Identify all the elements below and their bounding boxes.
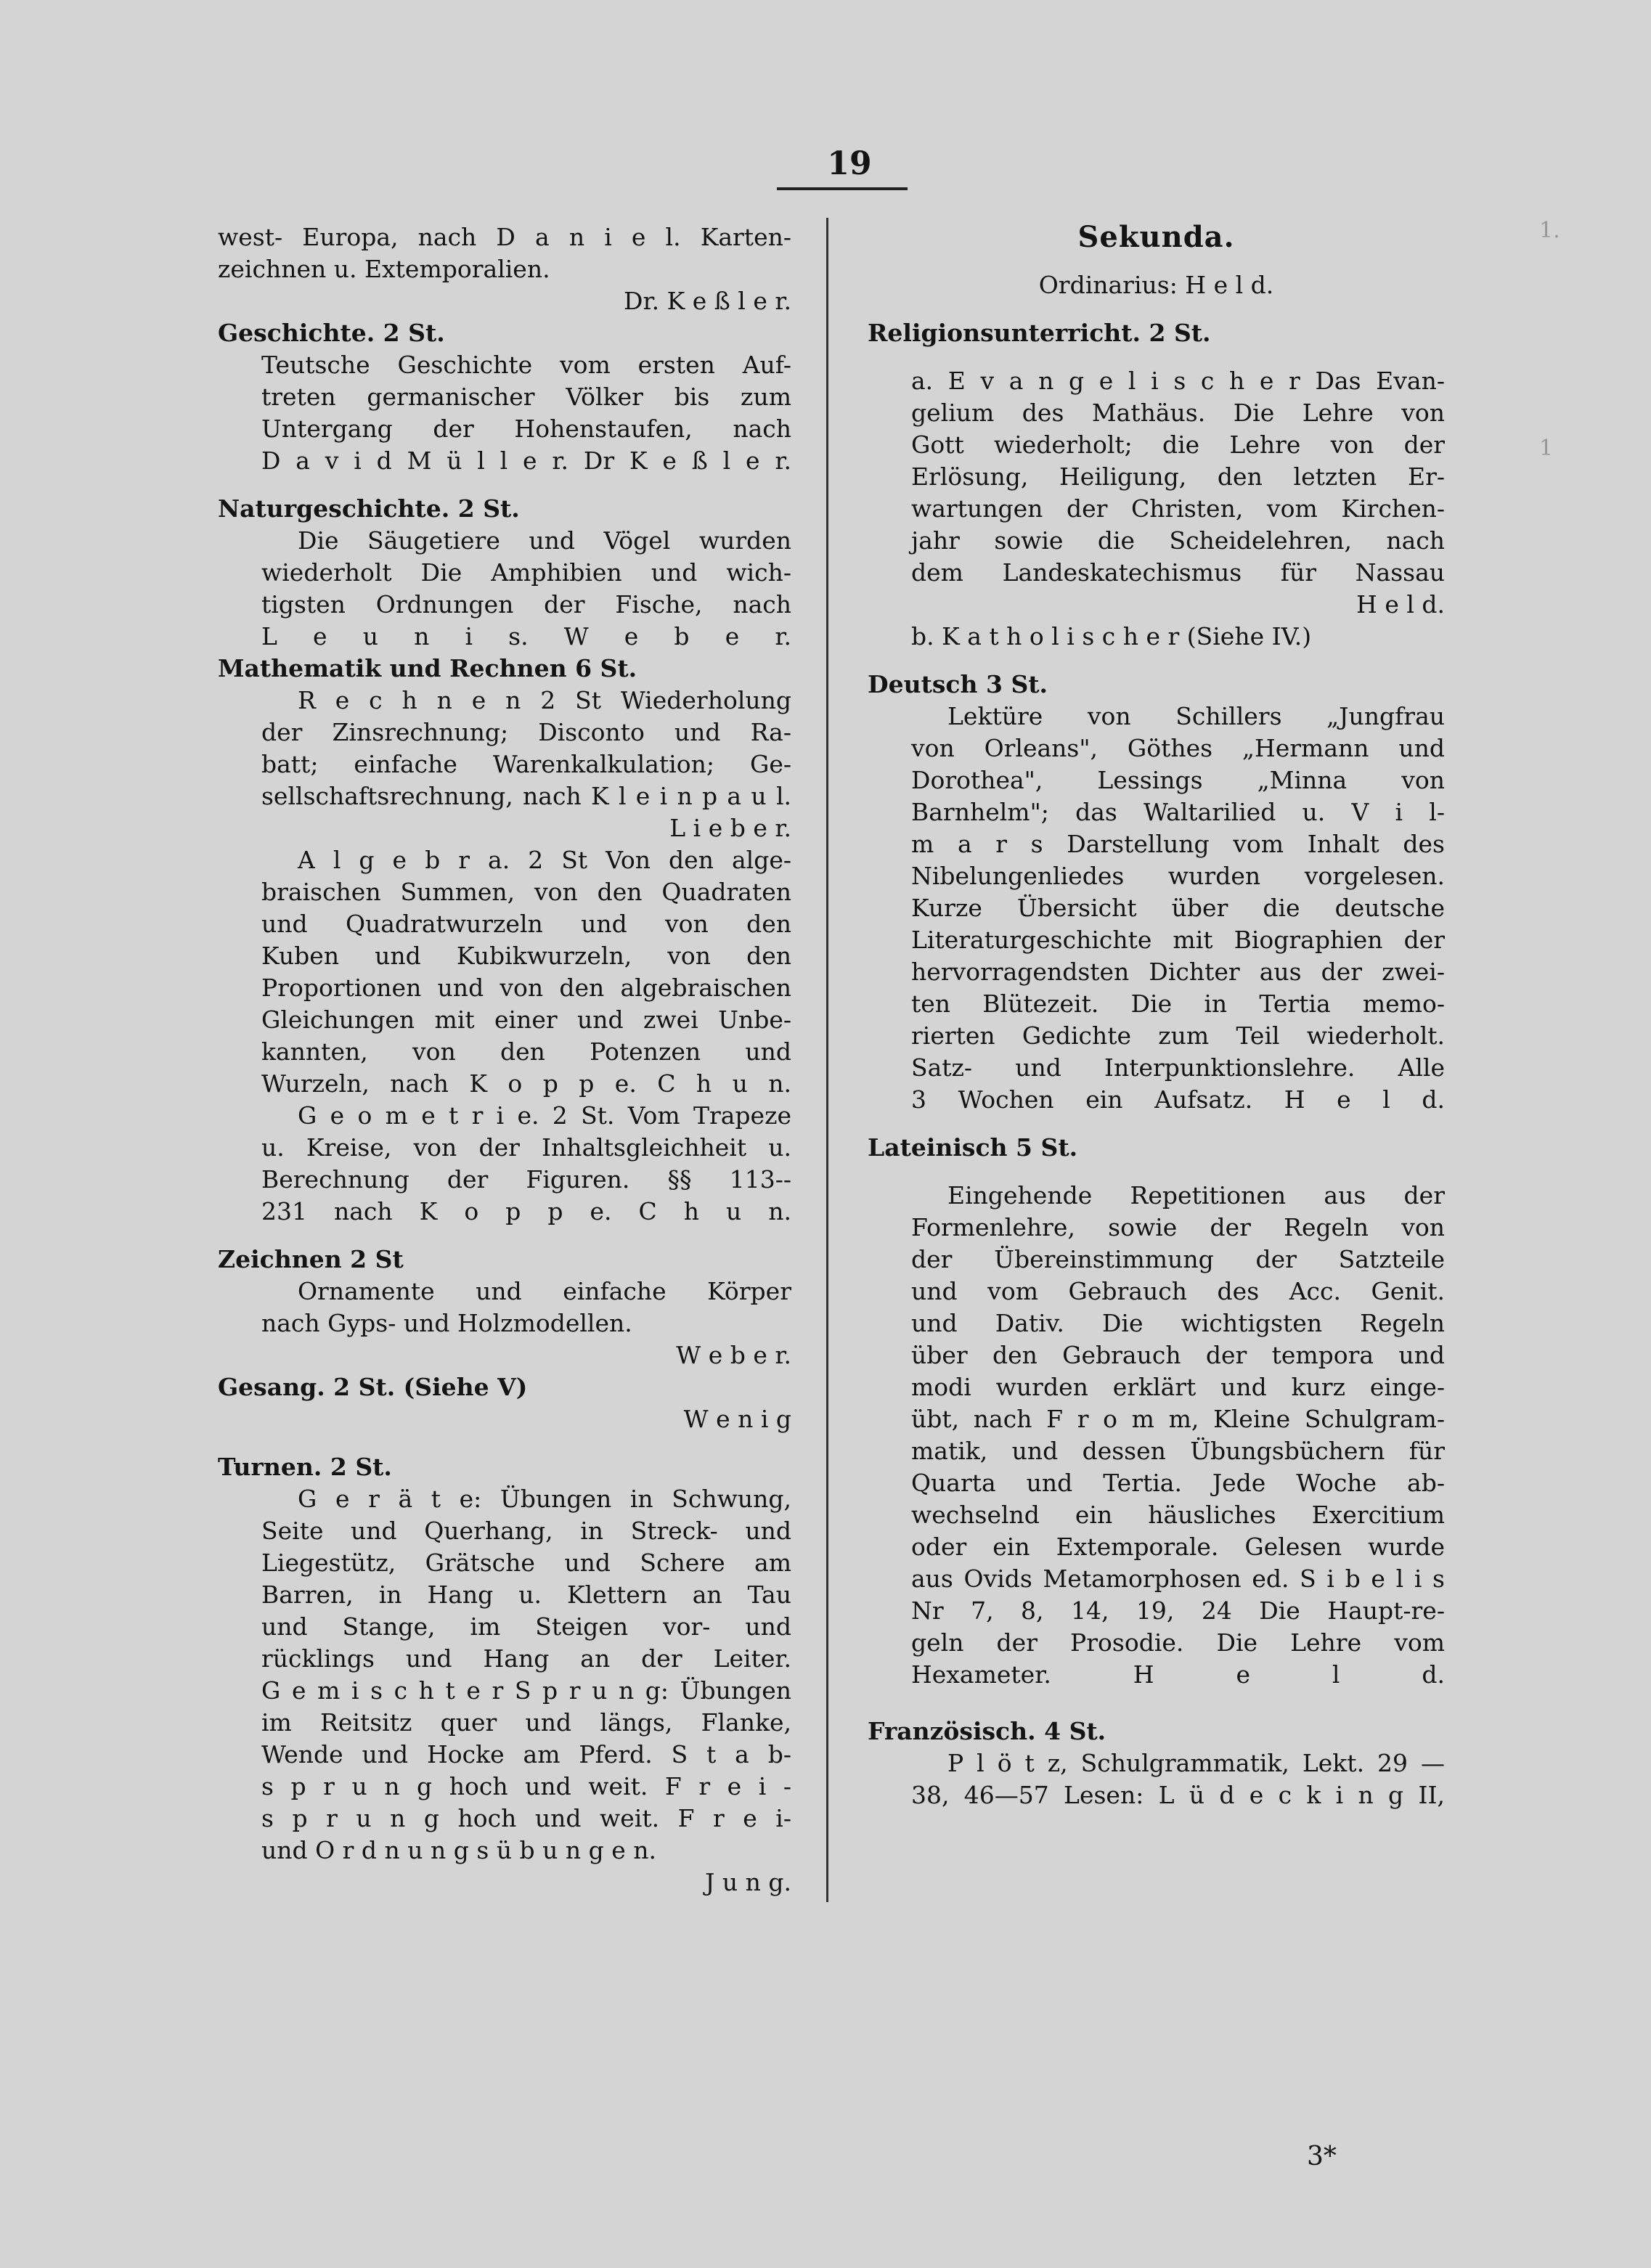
right-column-line: Nr 7, 8, 14, 19, 24 Die Haupt-re- <box>911 1596 1445 1625</box>
right-column-line: oder ein Extemporale. Gelesen wurde <box>911 1533 1445 1561</box>
left-column-line: Gleichungen mit einer und zwei Unbe- <box>261 1005 791 1034</box>
right-column-line: matik, und dessen Übungsbüchern für <box>911 1437 1445 1465</box>
left-column-line: W e b e r. <box>676 1341 791 1369</box>
left-column-line: Gesang. 2 St. (Siehe V) <box>218 1373 528 1401</box>
left-column-line: G e m i s c h t e r S p r u n g: Übungen <box>261 1676 791 1705</box>
right-column-line: ten Blütezeit. Die in Tertia memo- <box>911 990 1445 1018</box>
right-column-line: hervorragendsten Dichter aus der zwei- <box>911 958 1445 986</box>
left-column-line: s p r u n g hoch und weit. F r e i - <box>261 1772 791 1800</box>
right-column-line: modi wurden erklärt und kurz einge- <box>911 1373 1445 1401</box>
left-column-line: Untergang der Hohenstaufen, nach <box>261 415 791 443</box>
left-column-line: Kuben und Kubikwurzeln, von den <box>261 942 791 970</box>
right-column-line: m a r s Darstellung vom Inhalt des <box>911 830 1445 858</box>
right-column-line: Deutsch 3 St. <box>868 670 1048 698</box>
right-column-line: Französisch. 4 St. <box>868 1717 1106 1745</box>
left-column-line: L i e b e r. <box>669 814 791 842</box>
left-column-line: tigsten Ordnungen der Fische, nach <box>261 590 791 619</box>
left-column-line: im Reitsitz quer und längs, Flanke, <box>261 1708 791 1737</box>
right-column-line: wartungen der Christen, vom Kirchen- <box>911 494 1445 523</box>
left-column-line: treten germanischer Völker bis zum <box>261 383 791 411</box>
left-column-line: G e o m e t r i e. 2 St. Vom Trapeze <box>298 1101 791 1130</box>
right-column-line: gelium des Mathäus. Die Lehre von <box>911 399 1445 427</box>
right-column-line: Lateinisch 5 St. <box>868 1133 1078 1162</box>
left-column-line: nach Gyps- und Holzmodellen. <box>261 1309 632 1337</box>
right-column-line: rierten Gedichte zum Teil wiederholt. <box>911 1021 1445 1050</box>
margin-note: 1 <box>1539 436 1554 461</box>
right-column-line: Kurze Übersicht über die deutsche <box>911 894 1445 922</box>
left-column-line: und Stange, im Steigen vor- und <box>261 1612 791 1641</box>
right-column-line: und Dativ. Die wichtigsten Regeln <box>911 1309 1445 1337</box>
right-column-line: b. K a t h o l i s c h e r (Siehe IV.) <box>911 622 1312 650</box>
left-column-line: Teutsche Geschichte vom ersten Auf- <box>261 351 791 379</box>
left-column-line: Zeichnen 2 St <box>218 1245 404 1273</box>
left-column <box>218 221 791 1898</box>
left-column-line: zeichnen u. Extemporalien. <box>218 255 550 283</box>
left-column-line: L e u n i s. W e b e r. <box>261 622 791 650</box>
right-column-line: 3 Wochen ein Aufsatz. H e l d. <box>911 1085 1445 1114</box>
right-column-line: Lektüre von Schillers „Jungfrau <box>947 702 1445 730</box>
left-column-line: Naturgeschichte. 2 St. <box>218 494 520 523</box>
right-column-line: wechselnd ein häusliches Exercitium <box>911 1501 1445 1529</box>
right-column-line: Hexameter. H e l d. <box>911 1660 1445 1689</box>
right-column-line: H e l d. <box>1356 590 1445 619</box>
left-column-line: Proportionen und von den algebraischen <box>261 974 791 1002</box>
right-column-line: Ordinarius: H e l d. <box>1038 271 1274 299</box>
right-column-line: Satz- und Interpunktionslehre. Alle <box>911 1053 1445 1082</box>
right-column-line: Barnhelm"; das Waltarilied u. V i l- <box>911 798 1445 826</box>
left-column-line: und O r d n u n g s ü b u n g e n. <box>261 1836 657 1864</box>
column-divider <box>826 218 828 1902</box>
right-column-line: a. E v a n g e l i s c h e r Das Evan- <box>911 367 1445 395</box>
right-column-line: P l ö t z, Schulgrammatik, Lekt. 29 — <box>947 1749 1445 1777</box>
left-column-line: Liegestütz, Grätsche und Schere am <box>261 1549 791 1577</box>
right-column <box>868 221 1445 1811</box>
right-column-line: geln der Prosodie. Die Lehre vom <box>911 1628 1445 1657</box>
left-column-line: G e r ä t e: Übungen in Schwung, <box>298 1485 791 1513</box>
right-column-line: Formenlehre, sowie der Regeln von <box>911 1213 1445 1241</box>
left-column-line: Seite und Querhang, in Streck- und <box>261 1517 791 1545</box>
left-column-line: braischen Summen, von den Quadraten <box>261 878 791 906</box>
left-column-line: sellschaftsrechnung, nach K l e i n p a u l. <box>261 782 791 810</box>
right-column-line: Literaturgeschichte mit Biographien der <box>911 926 1445 954</box>
page-number-rule <box>777 187 908 190</box>
right-column-line: Nibelungenliedes wurden vorgelesen. <box>911 862 1445 890</box>
left-column-line: rücklings und Hang an der Leiter. <box>261 1644 791 1673</box>
left-column-line: Barren, in Hang u. Klettern an Tau <box>261 1580 791 1609</box>
right-column-line: übt, nach F r o m m, Kleine Schulgram- <box>911 1405 1445 1433</box>
left-column-line: batt; einfache Warenkalkulation; Ge- <box>261 750 791 778</box>
left-column-line: Wende und Hocke am Pferd. S t a b- <box>261 1740 791 1769</box>
left-column-line: s p r u n g hoch und weit. F r e i- <box>261 1804 791 1832</box>
right-column-line: Dorothea", Lessings „Minna von <box>911 766 1445 794</box>
left-column-line: J u n g. <box>705 1868 791 1896</box>
left-column-line: Wurzeln, nach K o p p e. C h u n. <box>261 1069 791 1098</box>
right-column-line: Erlösung, Heiligung, den letzten Er- <box>911 462 1445 491</box>
right-column-line: aus Ovids Metamorphosen ed. S i b e l i s <box>911 1565 1445 1593</box>
left-column-line: Dr. K e ß l e r. <box>624 287 791 315</box>
right-column-line: jahr sowie die Scheidelehren, nach <box>911 526 1445 555</box>
left-column-line: Berechnung der Figuren. §§ 113-- <box>261 1165 791 1194</box>
right-column-line: Gott wiederholt; die Lehre von der <box>911 431 1445 459</box>
right-column-line: Eingehende Repetitionen aus der <box>947 1181 1445 1210</box>
left-column-line: wiederholt Die Amphibien und wich- <box>261 558 791 587</box>
left-column-line: west- Europa, nach D a n i e l. Karten- <box>218 223 791 251</box>
left-column-line: kannten, von den Potenzen und <box>261 1037 791 1066</box>
right-column-line: Quarta und Tertia. Jede Woche ab- <box>911 1469 1445 1497</box>
right-column-line: dem Landeskatechismus für Nassau <box>911 558 1445 587</box>
right-column-line: 38, 46—57 Lesen: L ü d e c k i n g II, <box>911 1781 1445 1809</box>
left-column-line: Turnen. 2 St. <box>218 1453 392 1481</box>
left-column-line: D a v i d M ü l l e r. Dr K e ß l e r. <box>261 446 791 475</box>
right-column-line: Religionsunterricht. 2 St. <box>868 319 1211 347</box>
left-column-line: Mathematik und Rechnen 6 St. <box>218 654 637 682</box>
left-column-line: R e c h n e n 2 St Wiederholung <box>298 686 791 714</box>
left-column-line: Die Säugetiere und Vögel wurden <box>298 526 791 555</box>
right-column-line: der Übereinstimmung der Satzteile <box>911 1245 1445 1273</box>
signature-mark: 3* <box>1307 2142 1337 2171</box>
right-column-line: und vom Gebrauch des Acc. Genit. <box>911 1277 1445 1305</box>
left-column-line: und Quadratwurzeln und von den <box>261 910 791 938</box>
left-column-line: 231 nach K o p p e. C h u n. <box>261 1197 791 1225</box>
left-column-line: Geschichte. 2 St. <box>218 319 445 347</box>
left-column-line: der Zinsrechnung; Disconto und Ra- <box>261 718 791 746</box>
left-column-line: Ornamente und einfache Körper <box>298 1277 791 1305</box>
left-column-line: W e n i g <box>683 1405 791 1433</box>
right-column-line: über den Gebrauch der tempora und <box>911 1341 1445 1369</box>
right-column-line: von Orleans", Göthes „Hermann und <box>911 734 1445 762</box>
right-column-line: Sekunda. <box>1077 220 1235 254</box>
left-column-line: u. Kreise, von der Inhaltsgleichheit u. <box>261 1133 791 1162</box>
margin-note: 1. <box>1539 218 1560 243</box>
left-column-line: A l g e b r a. 2 St Von den alge- <box>298 846 791 874</box>
page-number: 19 <box>827 145 872 182</box>
